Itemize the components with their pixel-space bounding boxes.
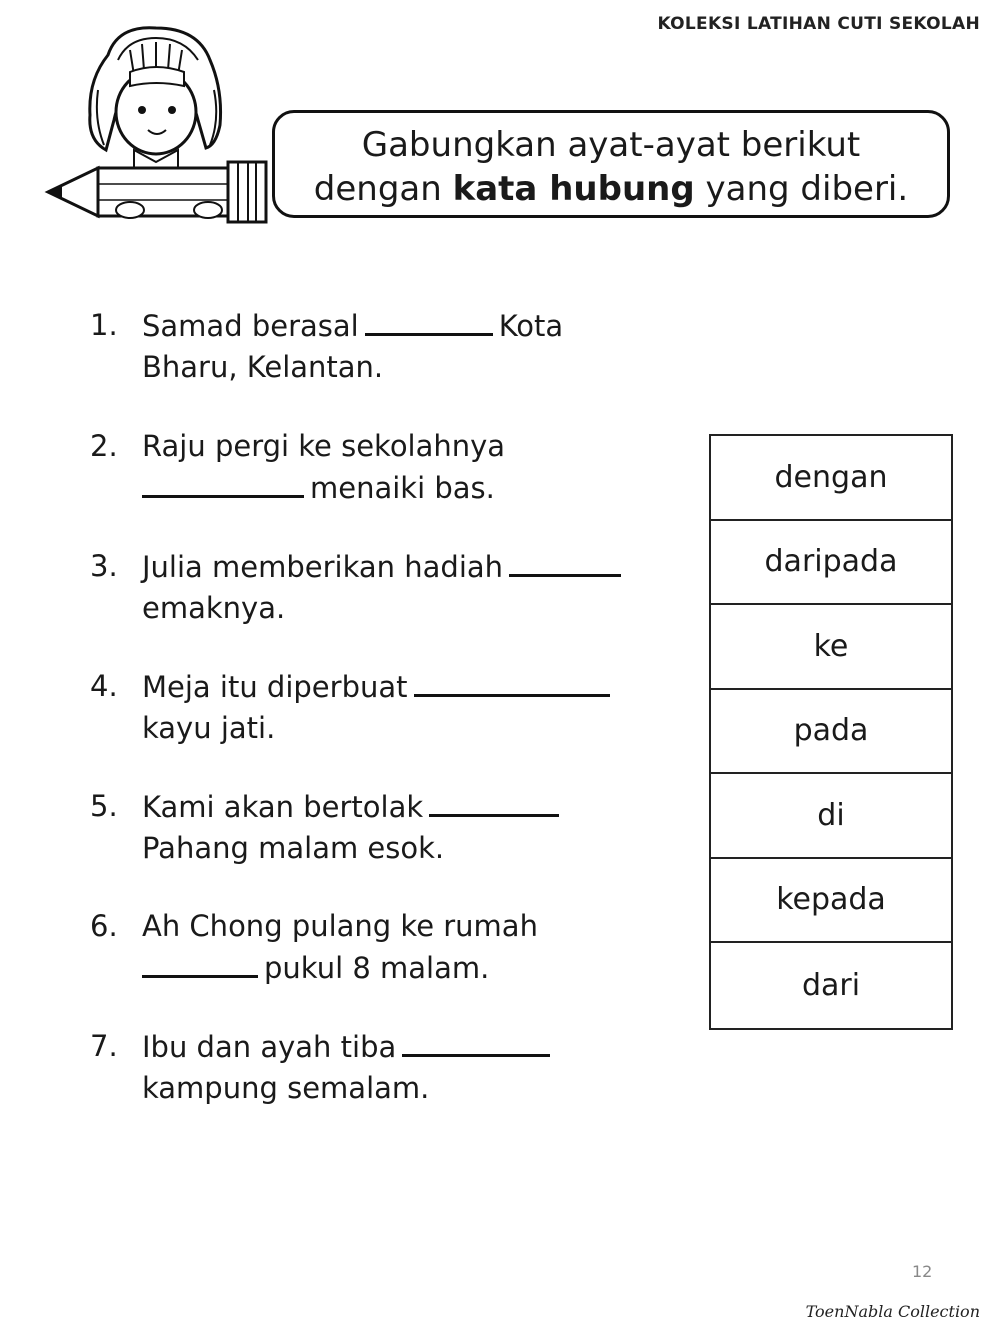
answer-blank[interactable] xyxy=(142,947,258,978)
question-text xyxy=(142,546,627,629)
collection-title: KOLEKSI LATIHAN CUTI SEKOLAH xyxy=(657,14,980,34)
question-text xyxy=(142,1026,556,1109)
question-text-part: emaknya. xyxy=(142,591,286,625)
answer-blank[interactable] xyxy=(429,786,559,817)
word-bank-item: ke xyxy=(711,605,951,690)
instruction-line-2-post: yang diberi. xyxy=(694,169,909,209)
question-number: 6. xyxy=(90,909,118,943)
instruction-box xyxy=(272,110,950,218)
question-text-part: kayu jati. xyxy=(142,711,276,745)
word-bank-item: dengan xyxy=(711,436,951,521)
question-text-part: Raju pergi ke sekolahnya xyxy=(142,429,506,463)
word-bank-item: daripada xyxy=(711,521,951,606)
question-text-part: kampung semalam. xyxy=(142,1071,430,1105)
word-bank-item: kepada xyxy=(711,859,951,944)
question-number: 1. xyxy=(90,308,118,342)
question-text xyxy=(142,426,505,509)
question-number: 7. xyxy=(90,1029,118,1063)
answer-blank[interactable] xyxy=(509,546,621,577)
answer-blank[interactable] xyxy=(402,1026,550,1057)
answer-blank[interactable] xyxy=(365,305,493,336)
question-text xyxy=(142,786,565,869)
question-text-part: Bharu, Kelantan. xyxy=(142,350,384,384)
question-text-part: Kota xyxy=(498,309,564,343)
question-text-part: Meja itu diperbuat xyxy=(142,670,408,704)
word-bank-table xyxy=(709,434,953,1030)
instruction-line-2 xyxy=(275,167,947,211)
instruction-keyword: kata hubung xyxy=(452,169,695,209)
question-text-part: Julia memberikan hadiah xyxy=(142,550,504,584)
word-bank-item: di xyxy=(711,774,951,859)
instruction-line-2-pre: dengan xyxy=(313,169,453,209)
question-text xyxy=(142,906,538,989)
instruction-line-1: Gabungkan ayat-ayat berikut xyxy=(361,125,861,165)
girl-with-pencil-illustration xyxy=(38,20,288,230)
page-number: 12 xyxy=(912,1262,933,1281)
question-text xyxy=(142,666,616,749)
question-text-part: menaiki bas. xyxy=(310,471,495,505)
question-number: 3. xyxy=(90,549,118,583)
word-bank-item: pada xyxy=(711,690,951,775)
question-text-part: Kami akan bertolak xyxy=(142,790,424,824)
question-number: 5. xyxy=(90,789,118,823)
question-text-part: pukul 8 malam. xyxy=(264,951,490,985)
question-text xyxy=(142,305,563,388)
question-number: 4. xyxy=(90,669,118,703)
answer-blank[interactable] xyxy=(414,666,610,697)
word-bank-item: dari xyxy=(801,967,861,1003)
answer-blank[interactable] xyxy=(142,467,304,498)
question-text-part: Samad berasal xyxy=(142,309,359,343)
question-text-part: Ibu dan ayah tiba xyxy=(142,1030,397,1064)
collection-credit: ToenNabla Collection xyxy=(805,1302,980,1321)
question-text-part: Pahang malam esok. xyxy=(142,831,445,865)
question-text-part: Ah Chong pulang ke rumah xyxy=(142,909,538,943)
question-number: 2. xyxy=(90,429,118,463)
